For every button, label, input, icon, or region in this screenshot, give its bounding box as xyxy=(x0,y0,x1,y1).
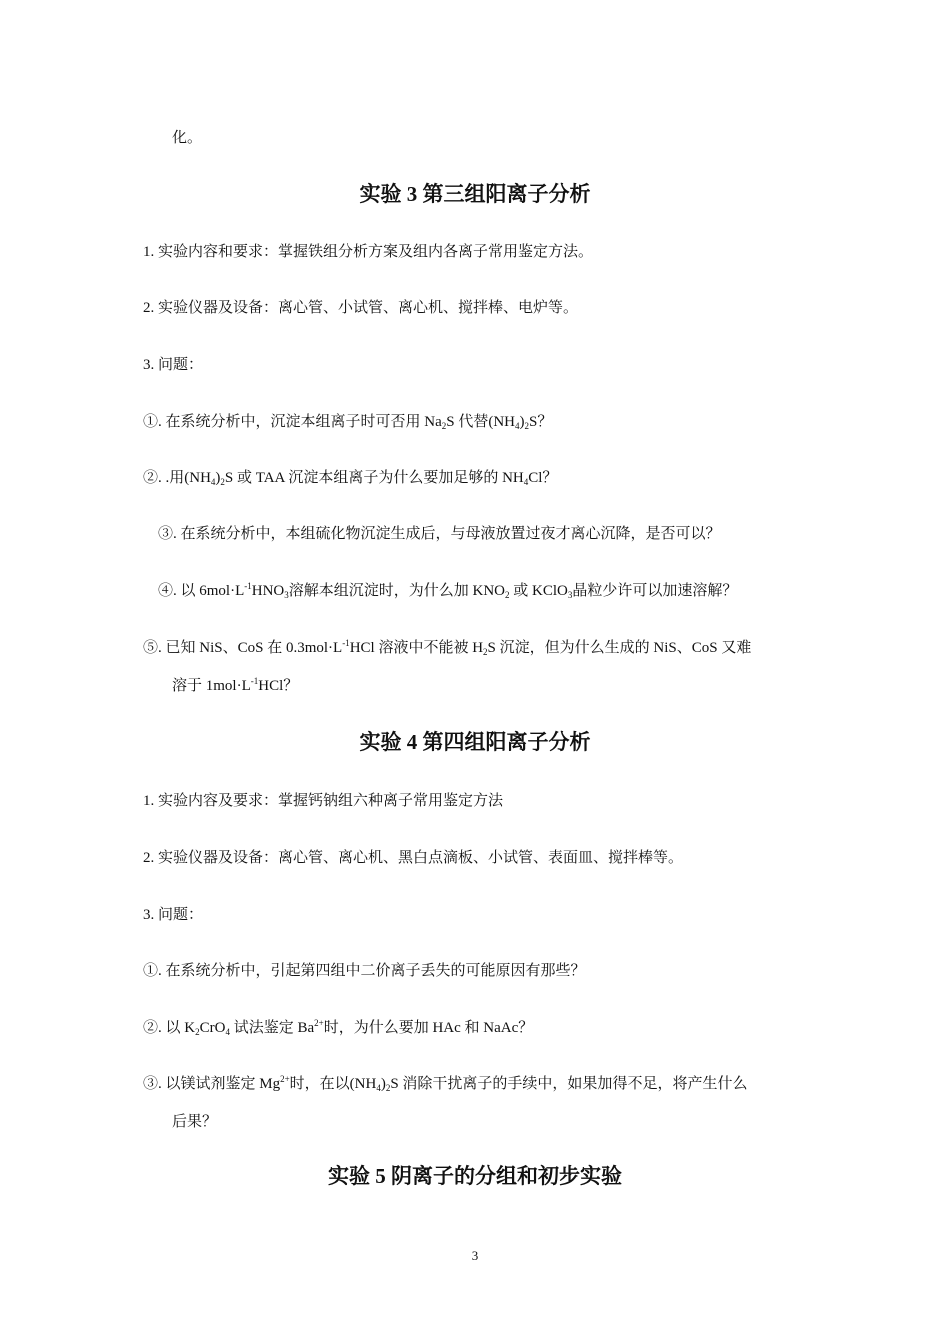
exp4-item-3: 3. 问题： xyxy=(143,907,204,923)
exp3-question-2: ②. .用$(NH_4)_2S$ 或 TAA 沉淀本组离子为什么要加足够的 $NH_4Cl$？ xyxy=(143,470,558,487)
exp3-question-4: ④. 以 $6mol\cdot L^{-1}HNO_3$溶解本组沉淀时，为什么加 $KNO_2$ 或 KClO$_3$晶粒少许可以加速溶解？ xyxy=(158,581,738,600)
lead-text: 化。 xyxy=(172,130,203,146)
exp5-title: 实验 5 阴离子的分组和初步实验 xyxy=(328,1164,622,1188)
exp4-question-3: ③. 以镁试剂鉴定 $Mg^{2+}$时，在以$(NH_4)_2S$ 消除干扰离子的手续中，如果加得不足，将产生什么 xyxy=(143,1074,748,1093)
exp3-item-3: 3. 问题： xyxy=(143,357,204,373)
exp4-question-3-cont: 后果？ xyxy=(172,1114,218,1130)
exp3-question-3: ③. 在系统分析中，本组硫化物沉淀生成后，与母液放置过夜才离心沉降，是否可以？ xyxy=(158,526,721,542)
exp4-question-2: ②. 以 $K_2CrO_4$ 试法鉴定 $Ba^{2+}$时，为什么要加 HAc 和 NaAc？ xyxy=(143,1018,534,1037)
exp3-item-1: 1. 实验内容和要求：掌握铁组分析方案及组内各离子常用鉴定方法。 xyxy=(143,244,594,260)
exp3-question-5: ⑤. 已知 NiS、CoS 在 $0.3mol\cdot L^{-1}HCl$ 溶液中不能被 $H_2S$ 沉淀，但为什么生成的 NiS、CoS 又难 xyxy=(143,638,752,657)
exp3-title: 实验 3 第三组阳离子分析 xyxy=(359,182,591,206)
exp3-question-5-cont: 溶于 $1mol\cdot L^{-1}HCl$？ xyxy=(172,676,299,694)
exp3-question-1: ①. 在系统分析中，沉淀本组离子时可否用 $Na_2S$ 代替$(NH_4)_2S$？ xyxy=(143,414,553,431)
exp4-item-2: 2. 实验仪器及设备：离心管、离心机、黑白点滴板、小试管、表面皿、搅拌棒等。 xyxy=(143,850,684,866)
exp3-item-2: 2. 实验仪器及设备：离心管、小试管、离心机、搅拌棒、电炉等。 xyxy=(143,300,579,316)
exp4-title: 实验 4 第四组阳离子分析 xyxy=(359,730,591,754)
exp4-question-1: ①. 在系统分析中，引起第四组中二价离子丢失的可能原因有那些？ xyxy=(143,963,586,979)
exp4-item-1: 1. 实验内容及要求：掌握钙钠组六种离子常用鉴定方法 xyxy=(143,793,504,809)
page-number: 3 xyxy=(471,1248,479,1263)
